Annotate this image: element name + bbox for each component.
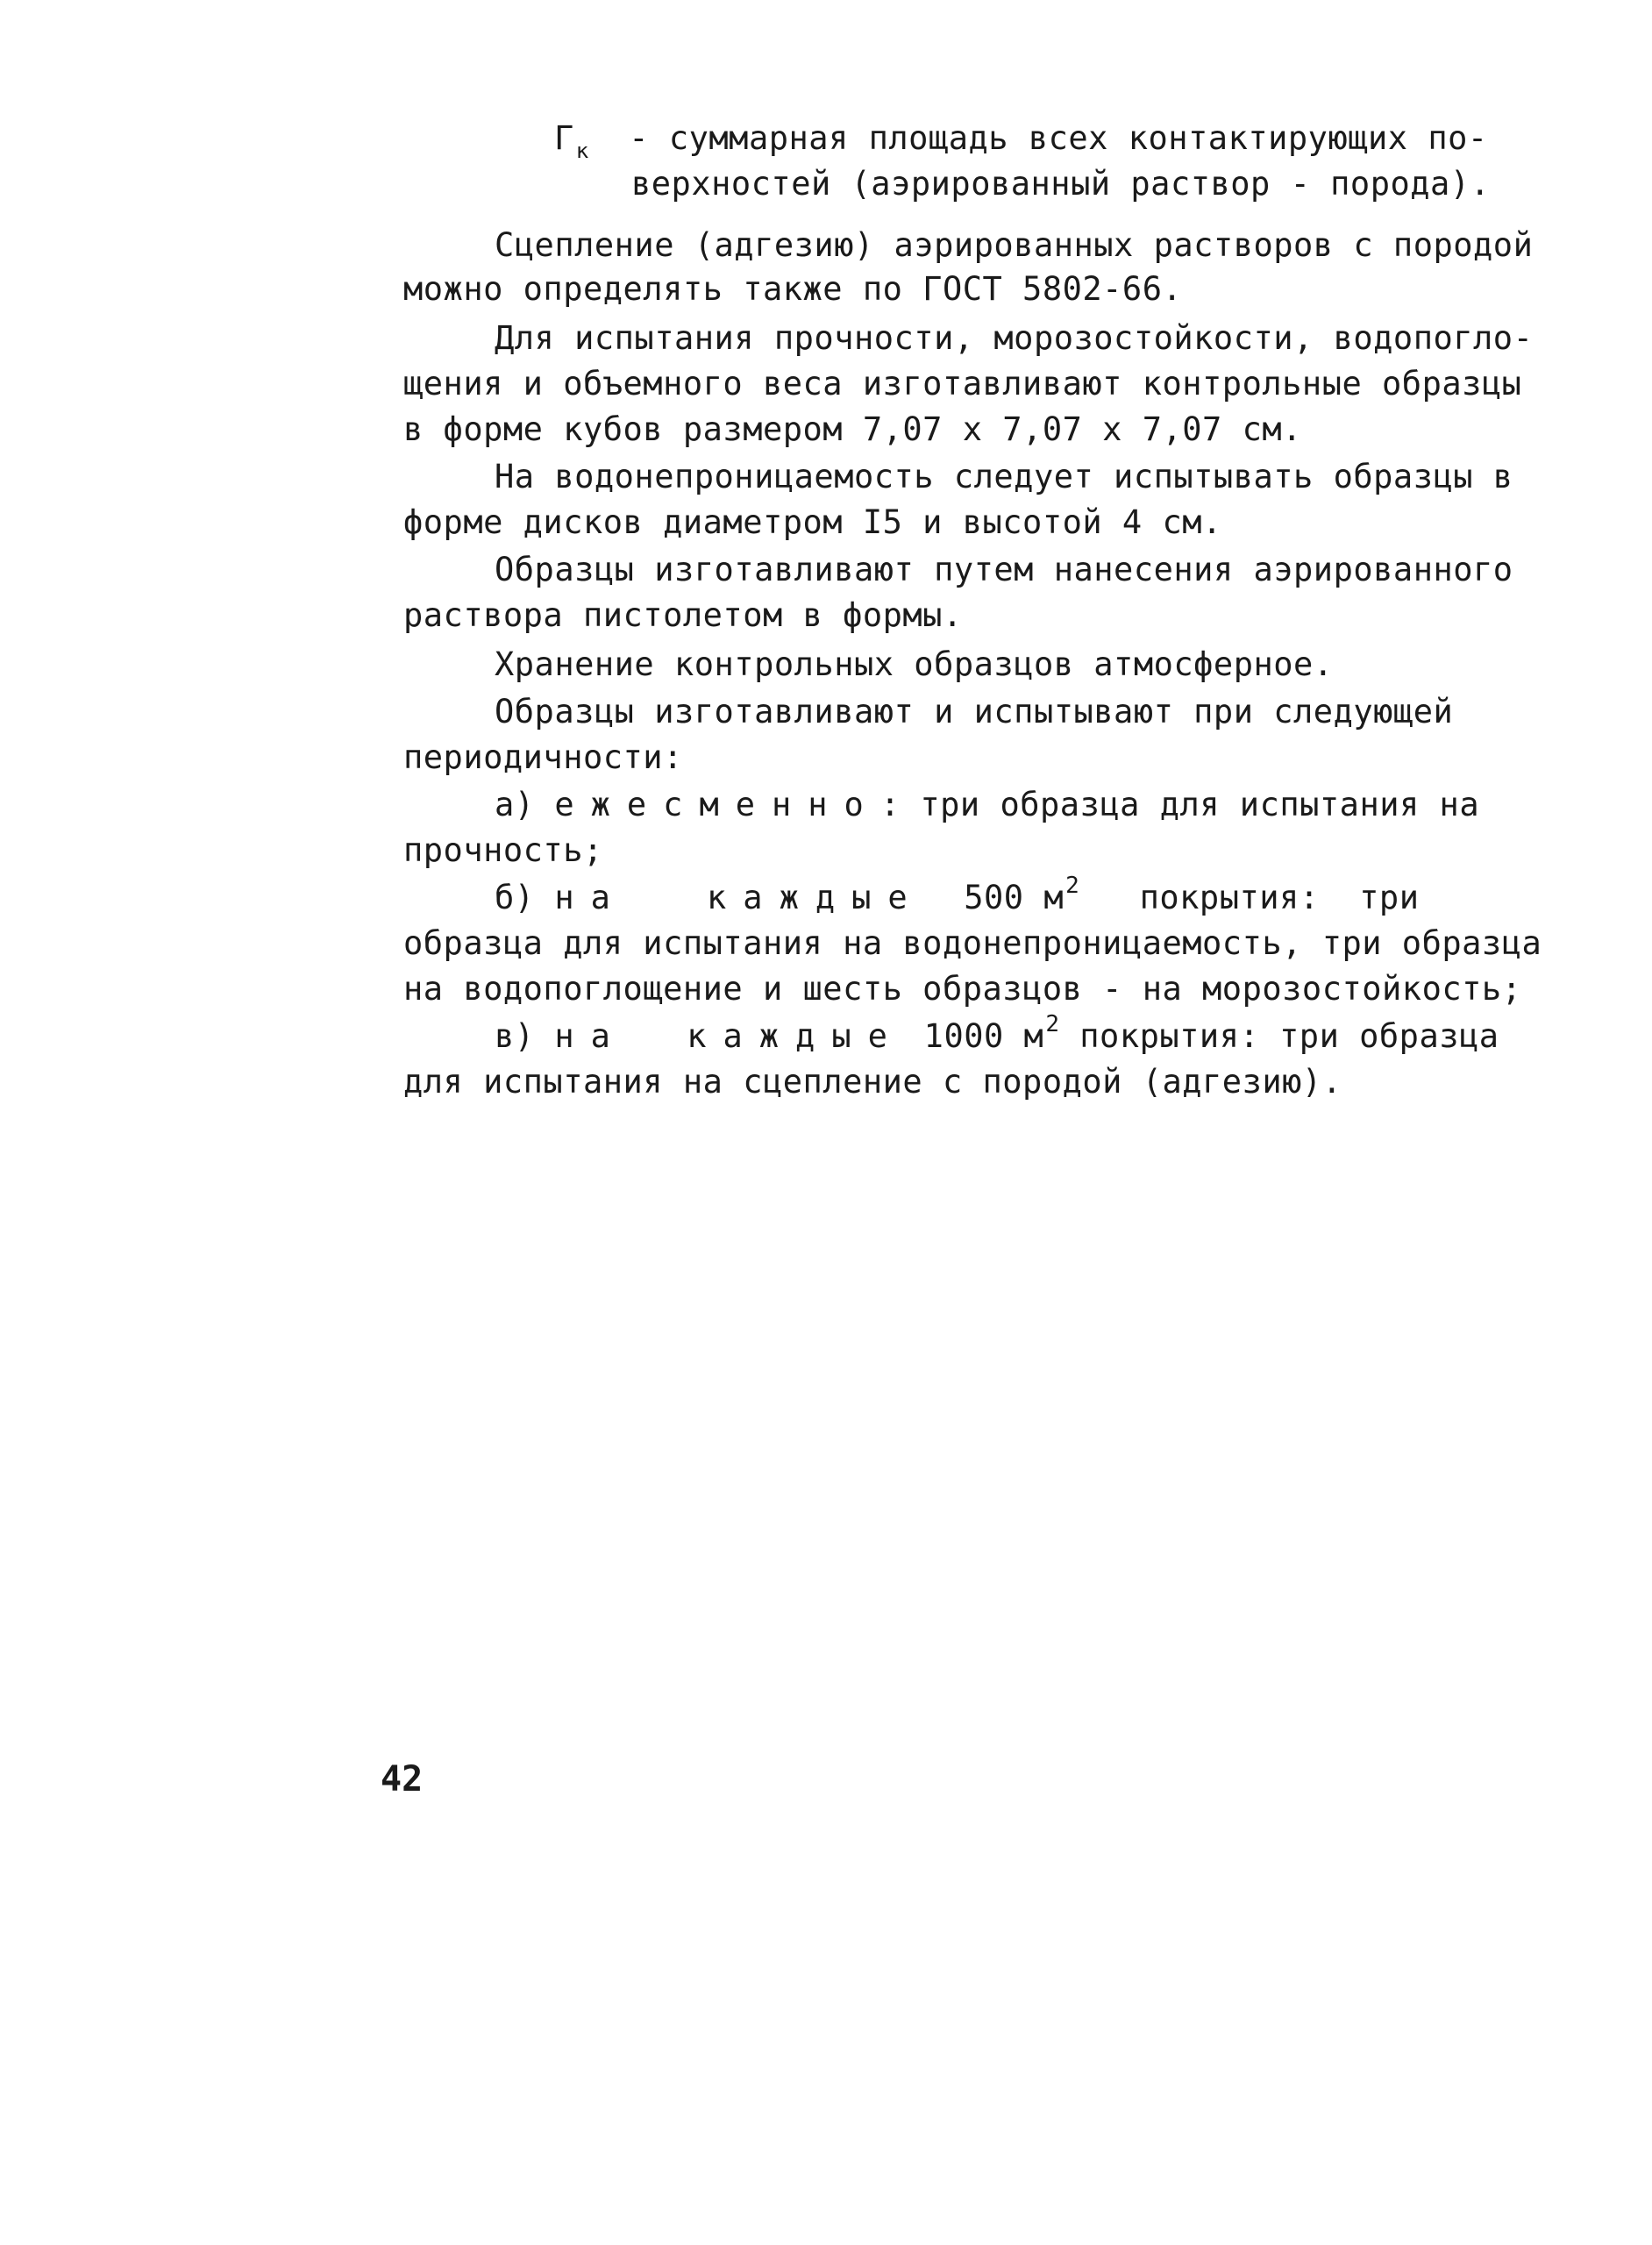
p4-line-2: раствора пистолетом в формы. [403,596,963,634]
item-a-spaced-word: ежесменно [554,786,880,823]
p6-line-1: Образцы изготавливают и испытывают при следующей [495,693,1454,731]
item-b-line-1 [495,873,1420,923]
item-b-power: 2 [1065,873,1080,899]
item-b-line-2: образца для испытания на водонепроницаемость, три образца [403,924,1542,962]
item-b-prefix: б) [495,879,535,916]
p6-line-2: периодичности: [403,738,683,776]
item-c-spaced-each: каждые [687,1017,904,1055]
p2-line-3: в форме кубов размером 7,07 x 7,07 x 7,07 см. [403,410,1302,448]
term-symbol: Г [554,119,574,157]
p4-line-1: Образцы изготавливают путем нанесения аэрированного [495,551,1513,588]
item-c-rest: покрытия: три образца [1079,1017,1499,1055]
item-a-prefix: а) [495,786,535,823]
item-c-amount: 1000 м [923,1017,1044,1055]
page-number: 42 [381,1759,424,1800]
p3-line-1: На водонепроницаемость следует испытывать образцы в [495,458,1513,495]
term-subscript: к [575,139,589,163]
item-c-line-1 [495,1011,1499,1061]
item-c-spaced-on: на [554,1017,627,1055]
p5-line-1: Хранение контрольных образцов атмосферное. [495,645,1334,683]
p3-line-2: форме дисков диаметром I5 и высотой 4 см. [403,503,1222,541]
p1-line-2: можно определять также по ГОСТ 5802-66. [403,270,1183,308]
item-a-line-1 [495,784,1479,826]
item-a-line-2: прочность; [403,831,603,869]
item-b-rest: покрытия: три [1139,879,1420,916]
item-c-power: 2 [1045,1011,1060,1037]
item-b-line-3: на водопоглощение и шесть образцов - на морозостойкость; [403,970,1522,1008]
item-c-prefix: в) [495,1017,535,1055]
item-b-spaced-each: каждые [707,879,924,916]
item-a-rest: : три образца для испытания на [879,786,1480,823]
item-b-amount: 500 м [964,879,1065,916]
term-definition-line-2: верхностей (аэрированный раствор - порода). [631,165,1491,203]
p1-line-1: Сцепление (адгезию) аэрированных растворов с породой [495,226,1534,264]
item-b-spaced-on: на [554,879,627,916]
term-text-1: - суммарная площадь всех контактирующих по- [629,119,1488,157]
term-definition-line-1 [554,118,1488,163]
p2-line-1: Для испытания прочности, морозостойкости, водопогло- [495,319,1534,357]
p2-line-2: щения и объемного веса изготавливают контрольные образцы [403,365,1522,403]
item-c-line-2: для испытания на сцепление с породой (адгезию). [403,1063,1342,1101]
